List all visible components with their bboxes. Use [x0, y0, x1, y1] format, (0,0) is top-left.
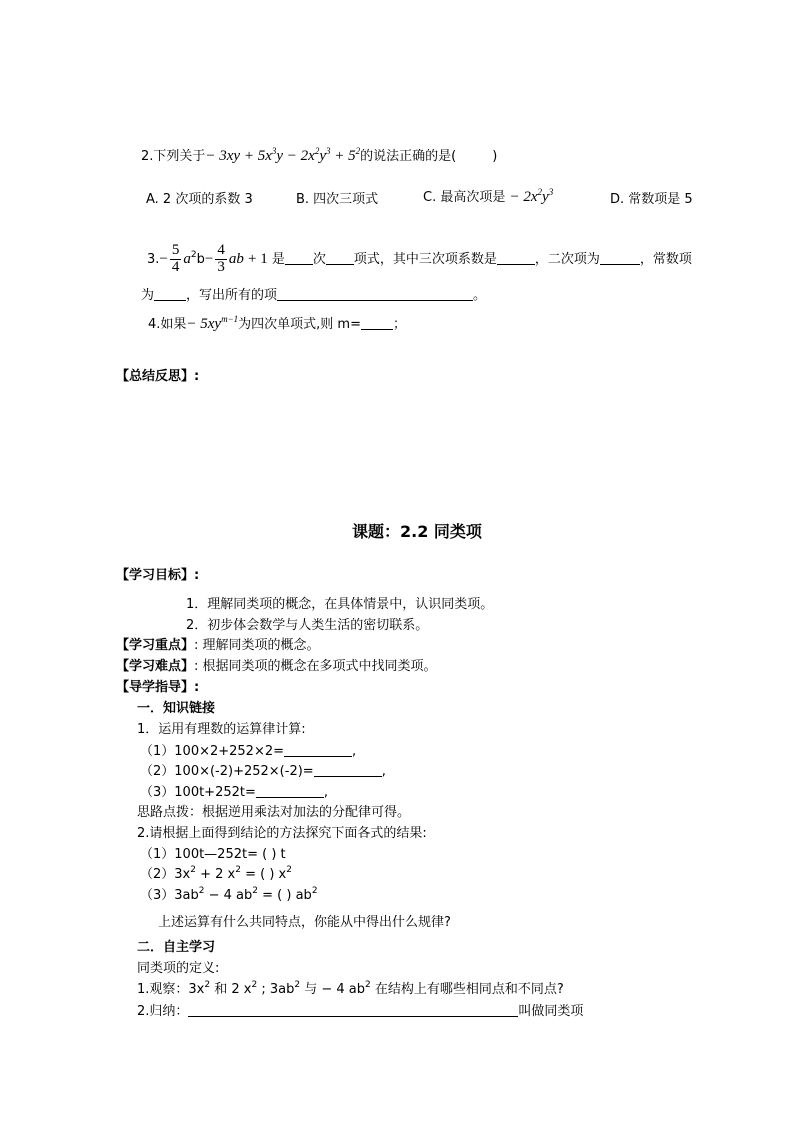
blank-all-terms[interactable] — [277, 288, 473, 301]
blank-definition[interactable] — [188, 1004, 518, 1017]
q2-prefix: 2.下列关于 — [141, 149, 206, 164]
q2-option-d: D. 常数项是 5 — [610, 192, 693, 207]
question-3-line-2: 为 ，写出所有的项 。 — [141, 288, 487, 303]
observe: 1.观察：$3x^2$ 和 2 $x^2$ ; $3ab^2$ 与 − 4 $ab^2$ 在结构上有哪些相同点和不同点? — [137, 980, 564, 997]
section-1-question-2: 2.请根据上面得到结论的方法探究下面各式的结果: — [137, 826, 427, 841]
blank-calc-3[interactable] — [256, 785, 324, 798]
blank-constant[interactable] — [154, 288, 186, 301]
calc-2: （2）100×(-2)+252×(-2)= , — [140, 764, 386, 779]
q2-option-c: C. 最高次项是 − $2x^2y^3$ — [423, 187, 554, 205]
explore-1: （1）100t—252t= ( ) t — [140, 847, 286, 862]
blank-degree[interactable] — [285, 252, 313, 265]
key-point: 【学习重点】: 理解同类项的概念。 — [116, 638, 320, 653]
section-1-heading: 一．知识链接 — [137, 701, 216, 716]
blank-calc-1[interactable] — [284, 744, 352, 757]
summary-heading: 【总结反思】: — [116, 369, 200, 384]
goal-1: 1．理解同类项的概念，在具体情景中，认识同类项。 — [186, 597, 494, 612]
q2-option-b: B. 四次三项式 — [296, 192, 379, 207]
question-4: 4.如果− $5xy^{m-1}$为四次单项式,则 m= ； — [148, 314, 407, 332]
blank-quadratic[interactable] — [600, 252, 640, 265]
blank-m[interactable] — [361, 317, 393, 330]
question-2 — [141, 146, 498, 164]
calc-1: （1）100×2+252×2= , — [140, 744, 357, 759]
difficulty: 【学习难点】: 根据同类项的概念在多项式中找同类项。 — [116, 659, 437, 674]
section-1-question-1: 1．运用有理数的运算律计算: — [137, 722, 306, 737]
blank-cubic-coef[interactable] — [497, 252, 535, 265]
blank-calc-2[interactable] — [314, 764, 382, 777]
section-2-heading: 二．自主学习 — [137, 940, 216, 955]
q2-option-a: A. 2 次项的系数 3 — [146, 192, 253, 207]
summarize: 2.归纳： 叫做同类项 — [137, 1004, 584, 1019]
hint: 思路点拨：根据逆用乘法对加法的分配律可得。 — [137, 805, 411, 820]
blank-terms[interactable] — [326, 252, 354, 265]
goal-2: 2．初步体会数学与人类生活的密切联系。 — [186, 618, 429, 633]
lesson-title: 课题：2.2 同类项 — [352, 522, 482, 541]
reflect-question: 上述运算有什么共同特点，你能从中得出什么规律? — [158, 915, 451, 930]
calc-3: （3）100t+252t= , — [140, 785, 329, 800]
fraction-5-4: $\frac{5}{4}$ — [171, 242, 180, 275]
definition-label: 同类项的定义: — [137, 961, 220, 976]
q2-close: ) — [492, 149, 498, 164]
guide-heading: 【导学指导】: — [116, 680, 200, 695]
question-3: 3.− $\frac{5}{4}$ $a^2b-$ $\frac{4}{3}$ ab + 1 是 次 项式，其中三次项系数是 ，二次项为 ，常数项 — [147, 242, 692, 275]
q2-expression: − $3xy + 5x^3y - 2x^2y^3 + 5^2$ — [205, 146, 361, 164]
explore-2: $(2)3x^2 + 2$ $x^2$ = ( ) $x^2$ — [140, 865, 292, 882]
explore-3: $(3)3ab^2 - 4$ $ab^2$ = ( ) $ab^2$ — [140, 886, 318, 903]
goals-heading: 【学习目标】: — [116, 568, 200, 583]
q2-suffix: 的说法正确的是( — [360, 149, 457, 164]
fraction-4-3: $\frac{4}{3}$ — [217, 242, 225, 275]
